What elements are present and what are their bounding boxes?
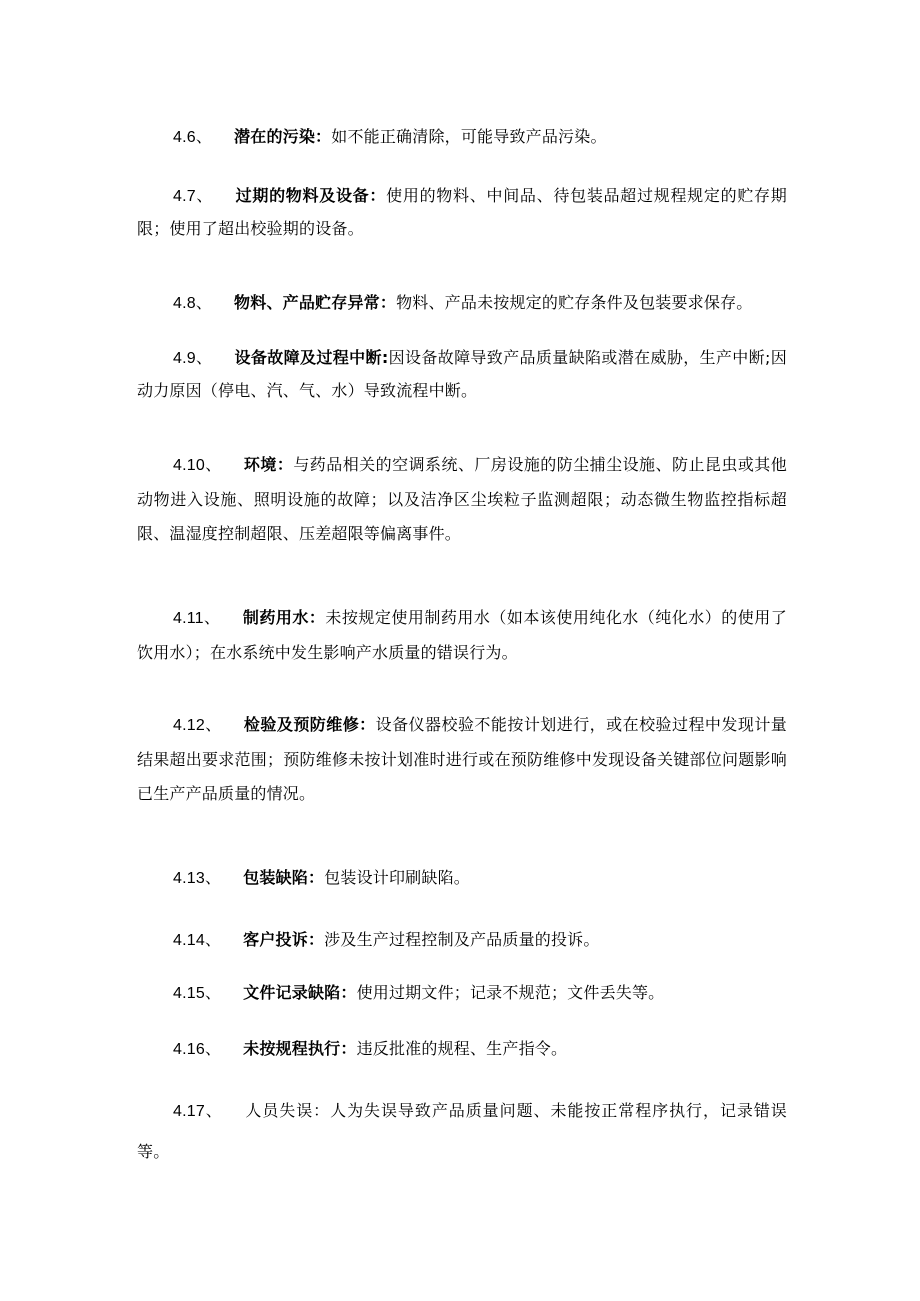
clause-description: 涉及生产过程控制及产品质量的投诉。 <box>324 930 600 949</box>
clause-term: 环境： <box>243 455 294 474</box>
clause-number: 4.16、 <box>173 1041 222 1058</box>
clause-number: 4.15、 <box>173 985 222 1002</box>
clause-term: 未按规程执行： <box>243 1039 357 1058</box>
clause-term: 客户投诉： <box>243 930 325 949</box>
clause-term: 文件记录缺陷： <box>243 983 357 1002</box>
clause-description: 使用的物料、中间品、待包装品超过规程规定的贮存期限；使用了超出校验期的设备。 <box>137 186 787 238</box>
clause-description: 违反批准的规程、生产指令。 <box>356 1039 568 1058</box>
clause-description: 包装设计印刷缺陷。 <box>324 868 470 887</box>
clause-4-8 <box>137 287 787 320</box>
clause-term: 潜在的污染： <box>234 127 332 146</box>
clause-4-9 <box>137 342 787 407</box>
clause-term: 包装缺陷： <box>243 868 325 887</box>
clause-4-13 <box>137 862 787 895</box>
clause-term: 检验及预防维修： <box>243 715 376 734</box>
clause-term: 物料、产品贮存异常： <box>234 293 397 312</box>
clause-4-12 <box>137 708 787 811</box>
clause-description: 物料、产品未按规定的贮存条件及包装要求保存。 <box>396 293 753 312</box>
clause-4-7 <box>137 180 787 245</box>
clause-description: 设备仪器校验不能按计划进行，或在校验过程中发现计量结果超出要求范围；预防维修未按计划准时进行或在预防维修中发现设备关键部位问题影响已生产产品质量的情况。 <box>137 715 787 803</box>
clause-number: 4.6、 <box>173 129 213 146</box>
clause-number: 4.9、 <box>173 350 213 367</box>
clause-4-17 <box>137 1091 787 1172</box>
clause-number: 4.8、 <box>173 295 213 312</box>
clause-description: 因设备故障导致产品质量缺陷或潜在威胁，生产中断;因动力原因（停电、汽、气、水）导致流程中断。 <box>137 348 787 400</box>
clause-term: 过期的物料及设备： <box>235 186 387 205</box>
clause-number: 4.17、 <box>173 1103 223 1120</box>
clause-4-11 <box>137 601 787 670</box>
clause-number: 4.14、 <box>173 932 222 949</box>
clause-4-6 <box>137 121 787 154</box>
clause-description: 人为失误导致产品质量问题、未能按正常程序执行，记录错误等。 <box>137 1101 787 1161</box>
clause-term: 制药用水： <box>242 608 326 627</box>
clause-description: 与药品相关的空调系统、厂房设施的防尘捕尘设施、防止昆虫或其他动物进入设施、照明设施的故障；以及洁净区尘埃粒子监测超限；动态微生物监控指标超限、温湿度控制超限、压差超限等偏离事件。 <box>137 455 787 543</box>
clause-number: 4.10、 <box>173 457 222 474</box>
clause-number: 4.11、 <box>173 610 221 627</box>
clause-term: 设备故障及过程中断: <box>234 348 389 367</box>
clause-4-10 <box>137 448 787 551</box>
clause-4-15 <box>137 977 787 1010</box>
clause-number: 4.13、 <box>173 870 222 887</box>
clause-number: 4.12、 <box>173 717 222 734</box>
clause-number: 4.7、 <box>173 188 214 205</box>
clause-4-14 <box>137 924 787 957</box>
clause-description: 未按规定使用制药用水（如本该使用纯化水（纯化水）的使用了饮用水）；在水系统中发生影响产水质量的错误行为。 <box>137 608 787 662</box>
clause-description: 如不能正确清除，可能导致产品污染。 <box>331 127 607 146</box>
clause-4-16 <box>137 1033 787 1066</box>
clause-term: 人员失误： <box>244 1101 331 1120</box>
clause-description: 使用过期文件；记录不规范；文件丢失等。 <box>356 983 665 1002</box>
